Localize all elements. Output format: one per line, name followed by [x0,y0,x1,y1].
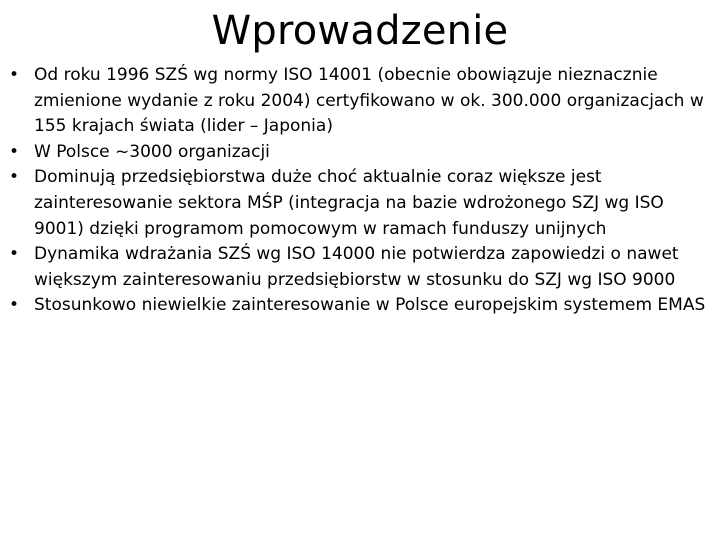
bullet-icon: • [8,65,20,85]
bullet-list [6,63,710,319]
bullet-item [6,140,710,166]
bullet-item [6,63,710,140]
bullet-icon: • [8,167,20,188]
bullet-text: Dominują przedsiębiorstwa duże choć aktualnie coraz większe jest zainteresowanie sektora MŚP (integracja na bazie wdrożonego SZJ wg ISO 9001) dzięki programom pomocowym w ramach funduszy unijnych [34,167,664,239]
bullet-text: Stosunkowo niewielkie zainteresowanie w Polsce europejskim systemem EMAS [34,295,706,316]
bullet-icon: • [8,141,20,162]
bullet-icon: • [8,244,20,265]
slide-title: Wprowadzenie [211,8,509,54]
bullet-item [6,242,710,293]
bullet-icon: • [8,295,20,316]
bullet-text: Dynamika wdrażania SZŚ wg ISO 14000 nie potwierdza zapowiedzi o nawet większym zainteresowaniu przedsiębiorstw w stosunku do SZJ wg ISO 9000 [34,244,679,290]
bullet-text: W Polsce ~3000 organizacji [34,141,270,162]
bullet-item [6,293,710,319]
bullet-item [6,165,710,242]
bullet-text: Od roku 1996 SZŚ wg normy ISO 14001 (obecnie obowiązuje nieznacznie zmienione wydanie z roku 2004) certyfikowano w ok. 300.000 organizacjach w 155 krajach świata (lider – Japonia) [34,65,704,137]
